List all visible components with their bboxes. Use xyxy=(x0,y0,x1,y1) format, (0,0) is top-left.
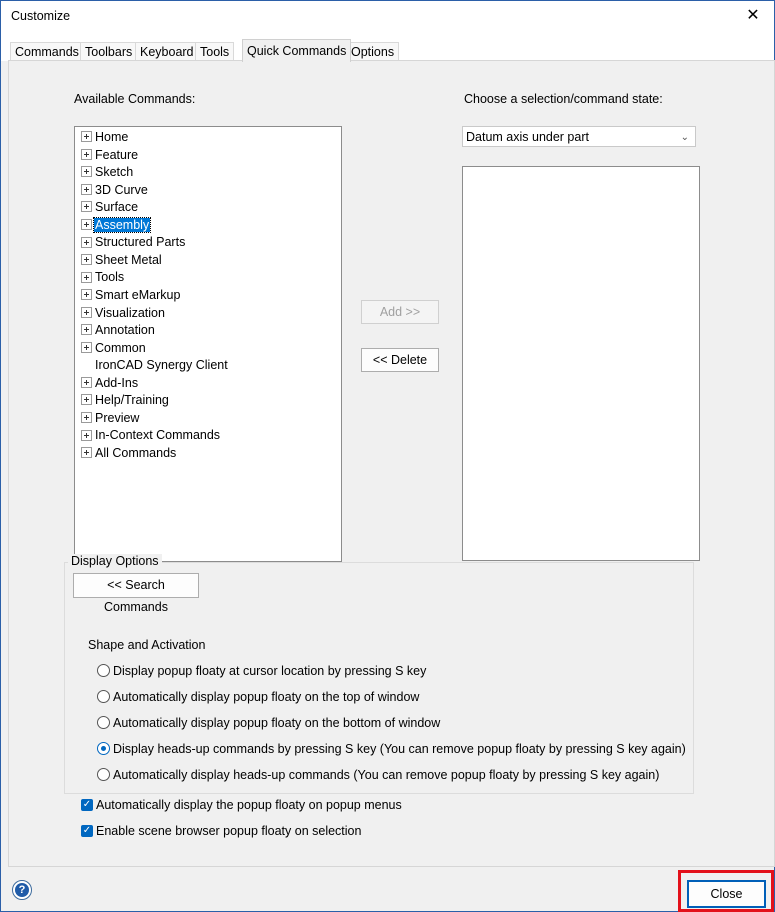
tab-strip xyxy=(1,32,774,61)
tree-item-label: Preview xyxy=(95,410,140,425)
close-button[interactable]: Close xyxy=(687,880,766,908)
tree-item-label: Annotation xyxy=(95,323,155,338)
tree-item-label: Add-Ins xyxy=(95,375,139,390)
expand-plus-icon[interactable] xyxy=(81,254,92,265)
radio-label: Display popup floaty at cursor location by pressing S key xyxy=(113,664,427,678)
radio-bottom-of-window[interactable] xyxy=(97,714,440,732)
expand-plus-icon[interactable] xyxy=(81,219,92,230)
tree-item[interactable] xyxy=(81,305,166,322)
tree-item[interactable] xyxy=(81,357,229,374)
expand-plus-icon[interactable] xyxy=(81,342,92,353)
search-commands-button[interactable]: << Search Commands xyxy=(73,573,199,598)
window-title: Customize xyxy=(11,9,71,23)
tree-item[interactable] xyxy=(81,234,186,251)
expand-plus-icon[interactable] xyxy=(81,237,92,248)
tree-item-label: Tools xyxy=(95,270,125,285)
tree-item-label: Sketch xyxy=(95,165,134,180)
expand-plus-icon[interactable] xyxy=(81,272,92,283)
title-bar xyxy=(1,1,774,32)
shape-activation-label: Shape and Activation xyxy=(88,638,206,652)
chevron-down-icon: ⌄ xyxy=(680,132,689,143)
tree-item[interactable] xyxy=(81,129,129,146)
tree-item-label: Feature xyxy=(95,147,139,162)
radio-button-selected[interactable] xyxy=(97,742,110,755)
add-button[interactable]: Add >> xyxy=(361,300,439,324)
checkbox-label: Automatically display the popup floaty on popup menus xyxy=(96,798,402,812)
tree-item-label: All Commands xyxy=(95,445,177,460)
expand-plus-icon[interactable] xyxy=(81,289,92,300)
expand-plus-icon[interactable] xyxy=(81,447,92,458)
checkbox-label: Enable scene browser popup floaty on selection xyxy=(96,824,362,838)
radio-button[interactable] xyxy=(97,768,110,781)
tree-item-label: Surface xyxy=(95,200,139,215)
tree-item-label: IronCAD Synergy Client xyxy=(95,358,228,373)
tree-item[interactable] xyxy=(81,392,170,409)
tree-item[interactable] xyxy=(81,427,221,444)
expand-plus-icon[interactable] xyxy=(81,412,92,423)
radio-label: Display heads-up commands by pressing S key (You can remove popup floaty by pressing S key again) xyxy=(113,742,686,756)
radio-auto-heads-up[interactable] xyxy=(97,766,659,784)
tree-item-label: Structured Parts xyxy=(95,235,186,250)
radio-label: Automatically display heads-up commands (You can remove popup floaty by pressing S key again) xyxy=(113,768,660,782)
expand-plus-icon[interactable] xyxy=(81,184,92,195)
expand-plus-icon[interactable] xyxy=(81,394,92,405)
expand-plus-icon[interactable] xyxy=(81,201,92,212)
radio-heads-up-s-key[interactable] xyxy=(97,740,686,758)
tree-item[interactable] xyxy=(81,269,125,286)
display-options-title: Display Options xyxy=(68,554,162,568)
tree-item-label: Sheet Metal xyxy=(95,252,162,267)
tab-options[interactable]: Options xyxy=(346,42,399,61)
command-state-dropdown[interactable] xyxy=(462,126,696,147)
tree-item[interactable] xyxy=(81,164,134,181)
expand-plus-icon[interactable] xyxy=(81,430,92,441)
tree-item-label: Common xyxy=(95,340,146,355)
tree-item[interactable] xyxy=(81,147,139,164)
tab-tools[interactable]: Tools xyxy=(195,42,234,61)
radio-button[interactable] xyxy=(97,664,110,677)
delete-button[interactable]: << Delete xyxy=(361,348,439,372)
tree-item-label: Visualization xyxy=(95,305,165,320)
tab-commands[interactable]: Commands xyxy=(10,42,84,61)
tab-toolbars[interactable]: Toolbars xyxy=(80,42,137,61)
tab-quick-commands[interactable]: Quick Commands xyxy=(242,39,351,62)
tree-item-label: Smart eMarkup xyxy=(95,287,181,302)
tree-item[interactable] xyxy=(81,199,139,216)
expand-plus-icon[interactable] xyxy=(81,149,92,160)
expand-plus-icon[interactable] xyxy=(81,324,92,335)
available-commands-label: Available Commands: xyxy=(74,92,196,106)
tree-item-label: In-Context Commands xyxy=(95,428,221,443)
checkbox-checked[interactable]: ✓ xyxy=(82,798,92,810)
dialog-footer xyxy=(1,867,774,911)
checkbox-checked[interactable]: ✓ xyxy=(82,824,92,836)
tree-item[interactable] xyxy=(81,182,149,199)
tree-item[interactable] xyxy=(81,217,150,234)
radio-label: Automatically display popup floaty on the bottom of window xyxy=(113,716,441,730)
tree-item-label: 3D Curve xyxy=(95,182,148,197)
radio-label: Automatically display popup floaty on the top of window xyxy=(113,690,420,704)
expand-plus-icon[interactable] xyxy=(81,166,92,177)
tree-item[interactable] xyxy=(81,375,139,392)
tree-item[interactable] xyxy=(81,322,156,339)
checkbox-scene-browser[interactable] xyxy=(81,822,361,840)
help-icon[interactable]: ? xyxy=(12,880,32,900)
tree-item[interactable] xyxy=(81,340,147,357)
tab-keyboard[interactable]: Keyboard xyxy=(135,42,199,61)
radio-button[interactable] xyxy=(97,690,110,703)
tree-item-label: Help/Training xyxy=(95,393,169,408)
radio-cursor-location[interactable] xyxy=(97,662,426,680)
tree-item[interactable] xyxy=(81,445,177,462)
tree-item-label: Assembly xyxy=(95,217,150,232)
tree-item[interactable] xyxy=(81,410,140,427)
command-state-label: Choose a selection/command state: xyxy=(464,92,663,106)
expand-plus-icon[interactable] xyxy=(81,131,92,142)
expand-plus-icon[interactable] xyxy=(81,377,92,388)
available-commands-tree[interactable] xyxy=(74,126,342,562)
quick-commands-list[interactable] xyxy=(462,166,700,561)
close-icon[interactable]: ✕ xyxy=(746,7,760,24)
tree-item[interactable] xyxy=(81,287,181,304)
radio-top-of-window[interactable] xyxy=(97,688,419,706)
expand-plus-icon[interactable] xyxy=(81,307,92,318)
command-state-value: Datum axis under part xyxy=(466,130,589,144)
checkbox-popup-menus[interactable] xyxy=(81,796,402,814)
radio-button[interactable] xyxy=(97,716,110,729)
tree-item-label: Home xyxy=(95,130,129,144)
tree-item[interactable] xyxy=(81,252,163,269)
